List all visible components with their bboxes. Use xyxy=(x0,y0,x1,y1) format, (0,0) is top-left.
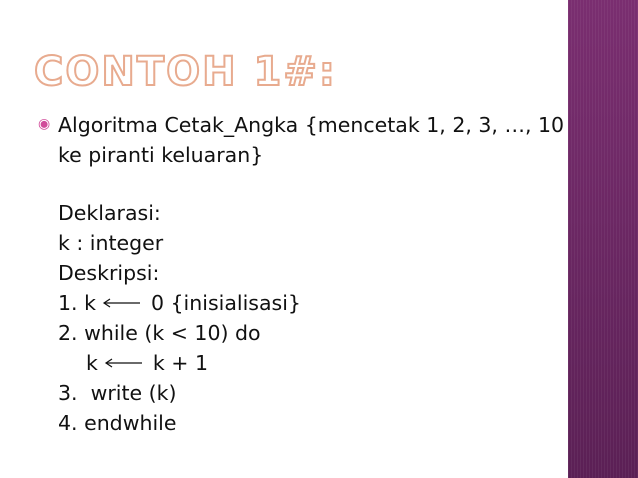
step-1 xyxy=(58,288,568,318)
spacer xyxy=(58,170,568,198)
left-arrow-icon xyxy=(98,348,153,378)
step-2a xyxy=(58,348,568,378)
step-2a-suffix: k + 1 xyxy=(152,351,208,375)
step-1-suffix: 0 {inisialisasi} xyxy=(150,291,301,315)
target-bullet-icon: ◉ xyxy=(38,116,51,132)
step-2: 2. while (k < 10) do xyxy=(58,321,261,345)
deklarasi-variable: k : integer xyxy=(58,231,164,255)
deklarasi-label: Deklarasi: xyxy=(58,201,161,225)
step-2a-prefix: k xyxy=(86,351,98,375)
algorithm-header-line-1: Algoritma Cetak_Angka {mencetak 1, 2, 3, …, 10 xyxy=(58,113,565,137)
step-4: 4. endwhile xyxy=(58,411,177,435)
step-1-prefix: 1. k xyxy=(58,291,96,315)
slide-title: CONTOH 1#: xyxy=(34,49,337,95)
left-arrow-icon xyxy=(96,288,151,318)
algorithm-header-line-2: ke piranti keluaran} xyxy=(58,143,264,167)
slide-body xyxy=(58,110,568,438)
step-3: 3. write (k) xyxy=(58,381,177,405)
decorative-side-band xyxy=(568,0,638,478)
deskripsi-label: Deskripsi: xyxy=(58,261,160,285)
